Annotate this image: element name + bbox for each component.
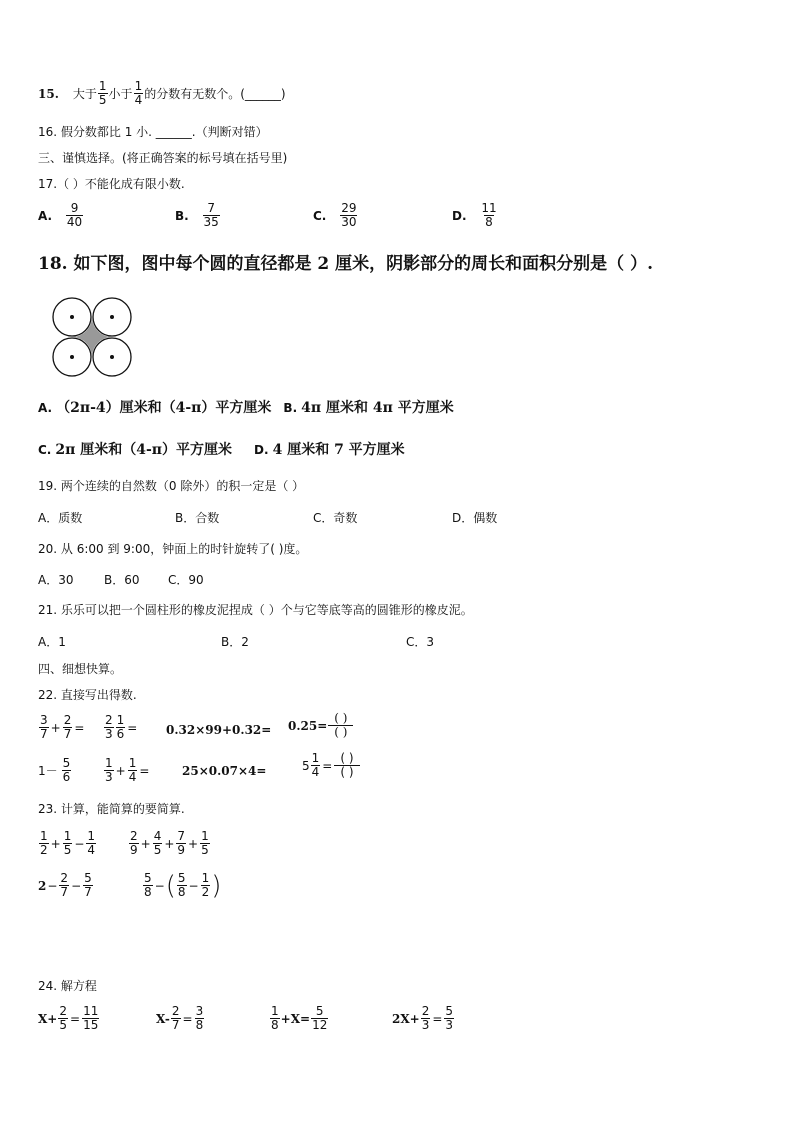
option-b: B．合数: [175, 511, 220, 525]
text-fragment: 的分数有无数个。(______): [144, 86, 286, 101]
expression: 2 − $\frac{2}{7}$ − $\frac{5}{7}$: [38, 871, 92, 899]
expression: $\frac{3}{7}$ + $\frac{2}{7}$ =: [40, 713, 85, 741]
shaded-region: [72, 317, 112, 357]
section-heading-4: 四、细想快算。: [38, 662, 123, 676]
option-a: A．30: [38, 573, 74, 587]
expression: 25×0.07×4=: [182, 764, 267, 778]
question-15: [38, 80, 286, 107]
expression: $\frac{2}{3}$ $\frac{1}{6}$ =: [105, 713, 138, 741]
expression: $\frac{2}{9}$ + $\frac{4}{5}$ + $\frac{7}{9}$ + $\frac{1}{5}$: [130, 829, 209, 857]
four-circles-figure: [52, 297, 134, 377]
equation: X- $\frac{2}{7}$ = $\frac{3}{8}$: [156, 1004, 204, 1032]
expression: 0.32×99+0.32=: [166, 723, 272, 737]
question-22: 22. 直接写出得数.: [38, 688, 137, 702]
question-24: 24. 解方程: [38, 979, 97, 993]
text-fragment: 大于: [72, 86, 97, 101]
section-heading-3: 三、谨慎选择。(将正确答案的标号填在括号里): [38, 151, 288, 165]
option-a: A. $\frac{9}{40}$: [38, 201, 83, 229]
option-c: C．3: [406, 635, 435, 649]
question-21: 21. 乐乐可以把一个圆柱形的橡皮泥捏成（ ）个与它等底等高的圆锥形的橡皮泥。: [38, 603, 473, 617]
expression: $\frac{1}{2}$ + $\frac{1}{5}$ − $\frac{1}{4}$: [40, 829, 96, 857]
question-number: 15.: [38, 86, 59, 101]
question-20: 20. 从 6:00 到 9:00，钟面上的时针旋转了( )度。: [38, 542, 308, 556]
option-d: D．偶数: [452, 511, 498, 525]
q18-options-row2: C. 2π 厘米和（4-π）平方厘米 D. 4 厘米和 7 平方厘米: [38, 442, 405, 458]
option-b: B．2: [221, 635, 249, 649]
expression: 5 $\frac{1}{4}$ = $\frac{( )}{( )}$: [302, 752, 361, 779]
text-fragment: 小于: [108, 86, 133, 101]
option-c: C．90: [168, 573, 204, 587]
q18-options-row1: A. （2π-4）厘米和（4-π）平方厘米 B. 4π 厘米和 4π 平方厘米: [38, 400, 454, 416]
option-c: C. $\frac{29}{30}$: [313, 201, 357, 229]
fraction: $\frac{1}{5}$: [98, 79, 107, 107]
option-b: B．60: [104, 573, 140, 587]
equation: $\frac{1}{8}$ +X= $\frac{5}{12}$: [271, 1004, 328, 1032]
option-c: C．奇数: [313, 511, 358, 525]
question-23: 23. 计算，能简算的要简算.: [38, 802, 185, 816]
equation: X+ $\frac{2}{5}$ = $\frac{11}{15}$: [38, 1004, 99, 1032]
expression: 1－ $\frac{5}{6}$: [38, 756, 71, 784]
question-19: 19. 两个连续的自然数（0 除外）的积一定是（ ）: [38, 479, 305, 493]
option-d: D. $\frac{11}{8}$: [452, 201, 497, 229]
expression: 0.25= $\frac{( )}{( )}$: [288, 712, 354, 739]
expression: $\frac{5}{8}$ − ( $\frac{5}{8}$ − $\frac{1}{2}$ ): [144, 870, 222, 901]
option-b: B. $\frac{7}{35}$: [175, 201, 219, 229]
option-a: A．1: [38, 635, 66, 649]
question-18: 18. 如下图，图中每个圆的直径都是 2 厘米，阴影部分的周长和面积分别是（ ）.: [38, 254, 653, 274]
equation: 2X+ $\frac{2}{3}$ = $\frac{5}{3}$: [392, 1004, 454, 1032]
expression: $\frac{1}{3}$ + $\frac{1}{4}$ =: [105, 756, 150, 784]
question-17: 17.（ ）不能化成有限小数.: [38, 177, 185, 191]
option-a: A．质数: [38, 511, 83, 525]
fraction: $\frac{1}{4}$: [134, 79, 143, 107]
question-16: 16. 假分数都比 1 小. ______.（判断对错）: [38, 125, 268, 139]
